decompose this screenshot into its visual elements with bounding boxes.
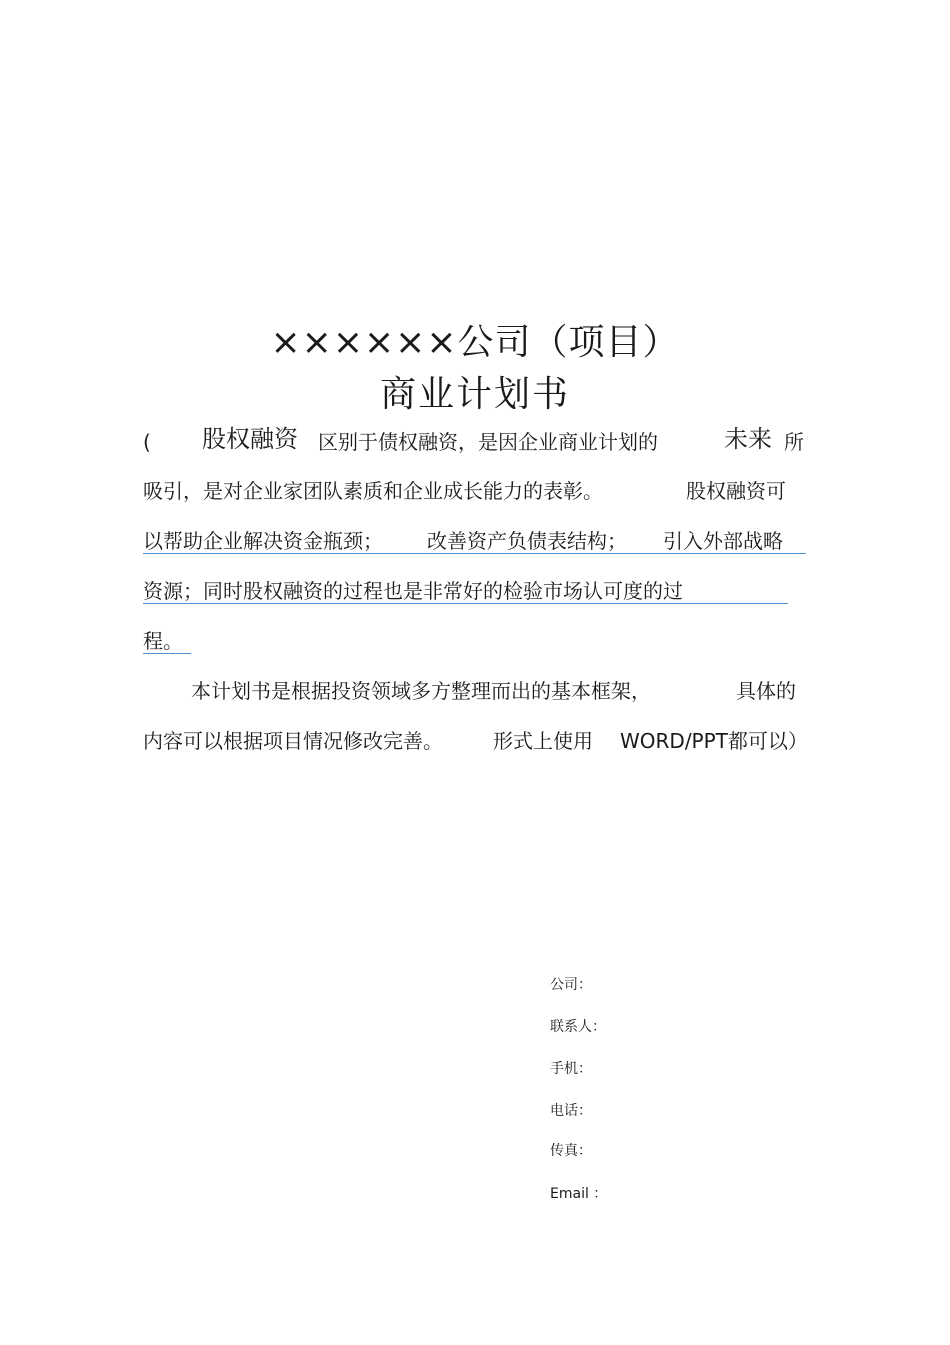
underline	[143, 653, 191, 654]
intro-line-1: (	[143, 430, 151, 454]
contact-phone-label: 电话：	[550, 1103, 592, 1119]
underline	[143, 553, 806, 554]
intro-emphasis-future: 未来	[724, 425, 772, 453]
document-subtitle: 商业计划书	[379, 374, 570, 415]
intro-emphasis-equity: 股权融资	[202, 425, 298, 453]
note-line-2-c: WORD/PPT都可以）	[620, 729, 808, 753]
intro-line-2-b: 股权融资可	[686, 479, 786, 503]
underline	[143, 603, 788, 604]
intro-line-2: 吸引，是对企业家团队素质和企业成长能力的表彰。	[143, 479, 603, 503]
note-line-1-b: 具体的	[736, 679, 796, 703]
note-line-2-b: 形式上使用	[493, 729, 593, 753]
intro-line-3-b: 改善资产负债表结构；	[427, 529, 627, 553]
intro-line-4: 资源；同时股权融资的过程也是非常好的检验市场认可度的过	[143, 579, 683, 603]
intro-line-3-c: 引入外部战略	[663, 529, 783, 553]
intro-line-3: 以帮助企业解决资金瓶颈；	[143, 529, 383, 553]
note-line-1: 本计划书是根据投资领域多方整理而出的基本框架，	[191, 679, 651, 703]
contact-fax-label: 传真：	[550, 1143, 592, 1159]
intro-line-1-end: 所	[784, 430, 804, 454]
contact-email-label: Email ：	[550, 1186, 608, 1202]
contact-mobile-label: 手机：	[550, 1061, 592, 1077]
contact-company-label: 公司：	[550, 977, 592, 993]
intro-line-1-mid: 区别于债权融资，是因企业商业计划的	[318, 430, 658, 454]
document-title: ××××××公司（项目）	[270, 322, 680, 363]
intro-line-5: 程。	[143, 629, 183, 653]
contact-person-label: 联系人：	[550, 1019, 606, 1035]
note-line-2: 内容可以根据项目情况修改完善。	[143, 729, 443, 753]
